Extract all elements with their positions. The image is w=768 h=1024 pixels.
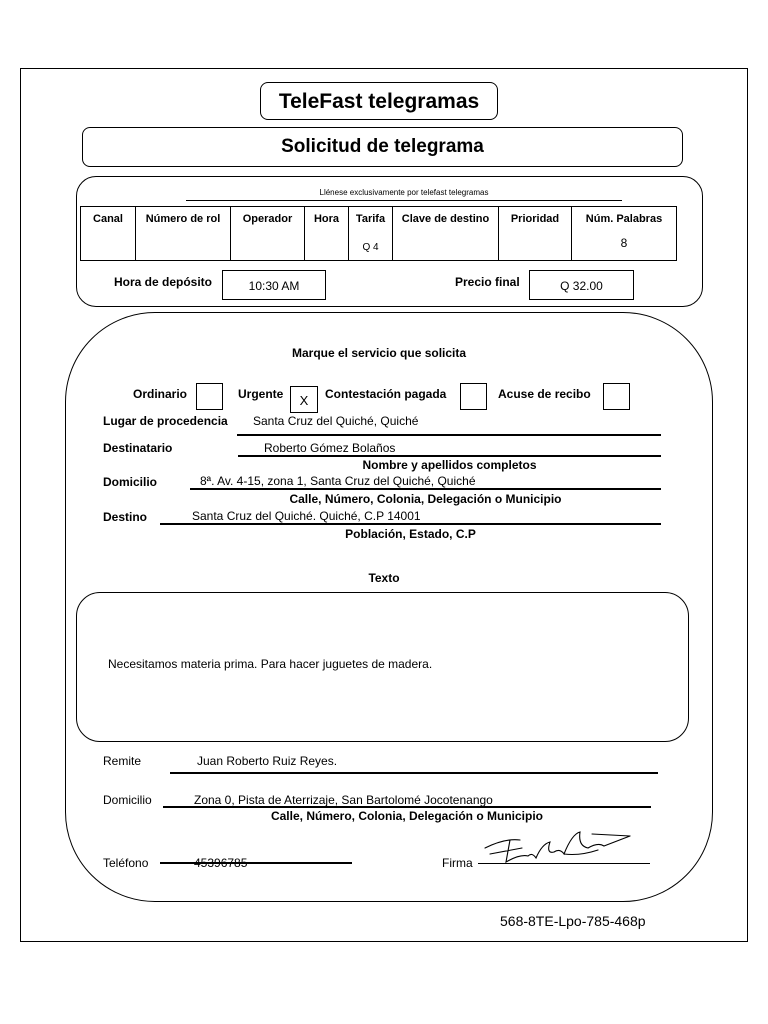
destinatario-value: Roberto Gómez Bolaños xyxy=(264,441,396,455)
remite-value: Juan Roberto Ruiz Reyes. xyxy=(197,754,338,768)
domicilio-value: 8ª. Av. 4-15, zona 1, Santa Cruz del Quiché, Quiché xyxy=(200,474,476,488)
destinatario-caption: Nombre y apellidos completos xyxy=(362,458,537,472)
option-ordinario-checkbox[interactable] xyxy=(196,383,223,410)
domicilio-label: Domicilio xyxy=(103,475,158,489)
option-acuse-checkbox[interactable] xyxy=(603,383,630,410)
remitente-domicilio-value: Zona 0, Pista de Aterrizaje, San Bartolomé Jocotenango xyxy=(194,793,493,807)
col-numero-rol: Número de rol xyxy=(136,207,231,261)
texto-heading: Texto xyxy=(368,571,400,585)
destino-caption: Población, Estado, C.P xyxy=(345,527,476,541)
col-clave-destino: Clave de destino xyxy=(393,207,499,261)
form-title: Solicitud de telegrama xyxy=(82,127,683,167)
option-contestacion-label: Contestación pagada xyxy=(325,387,447,401)
col-hora: Hora xyxy=(305,207,349,261)
remitente-domicilio-rule xyxy=(163,806,651,808)
document-code: 568-8TE-Lpo-785-468p xyxy=(500,913,646,929)
message-body: Necesitamos materia prima. Para hacer juguetes de madera. xyxy=(108,657,433,671)
destinatario-label: Destinatario xyxy=(103,441,173,455)
procedencia-value: Santa Cruz del Quiché, Quiché xyxy=(253,414,419,428)
destino-label: Destino xyxy=(103,510,148,524)
remite-rule xyxy=(170,772,658,774)
remite-label: Remite xyxy=(103,754,142,768)
remitente-domicilio-caption: Calle, Número, Colonia, Delegación o Municipio xyxy=(270,809,544,823)
col-tarifa: Tarifa Q 4 xyxy=(349,207,393,261)
telefono-value: 45396785 xyxy=(194,856,248,870)
option-urgente-checkbox[interactable]: X xyxy=(290,386,318,413)
hora-deposito-field: 10:30 AM xyxy=(222,270,326,300)
telefono-rule xyxy=(160,862,352,864)
col-num-palabras: Núm. Palabras 8 xyxy=(572,207,677,261)
precio-final-label: Precio final xyxy=(455,275,520,289)
telefono-label: Teléfono xyxy=(103,856,149,870)
firma-label: Firma xyxy=(442,856,473,870)
office-note-rule xyxy=(186,200,622,201)
destino-rule xyxy=(160,523,661,525)
domicilio-caption: Calle, Número, Colonia, Delegación o Municipio xyxy=(289,492,562,506)
remitente-domicilio-label: Domicilio xyxy=(103,793,152,807)
destinatario-rule xyxy=(238,455,661,457)
hora-deposito-label: Hora de depósito xyxy=(114,275,213,289)
precio-final-field: Q 32.00 xyxy=(529,270,634,300)
domicilio-rule xyxy=(190,488,661,490)
option-contestacion-checkbox[interactable] xyxy=(460,383,487,410)
procedencia-label: Lugar de procedencia xyxy=(103,414,228,428)
procedencia-rule xyxy=(237,434,661,436)
col-canal: Canal xyxy=(81,207,136,261)
option-acuse-label: Acuse de recibo xyxy=(498,387,591,401)
service-heading: Marque el servicio que solicita xyxy=(292,346,467,360)
office-table xyxy=(80,206,677,261)
col-prioridad: Prioridad xyxy=(499,207,572,261)
col-operador: Operador xyxy=(231,207,305,261)
option-urgente-label: Urgente xyxy=(238,387,284,401)
signature-image xyxy=(480,824,640,868)
palabras-value: 8 xyxy=(620,236,628,250)
destino-value: Santa Cruz del Quiché. Quiché, C.P 14001 xyxy=(192,509,421,523)
company-title: TeleFast telegramas xyxy=(260,82,498,120)
office-use-note: Llénese exclusivamente por telefast telegramas xyxy=(319,188,489,197)
option-ordinario-label: Ordinario xyxy=(133,387,188,401)
tarifa-value: Q 4 xyxy=(362,242,379,253)
